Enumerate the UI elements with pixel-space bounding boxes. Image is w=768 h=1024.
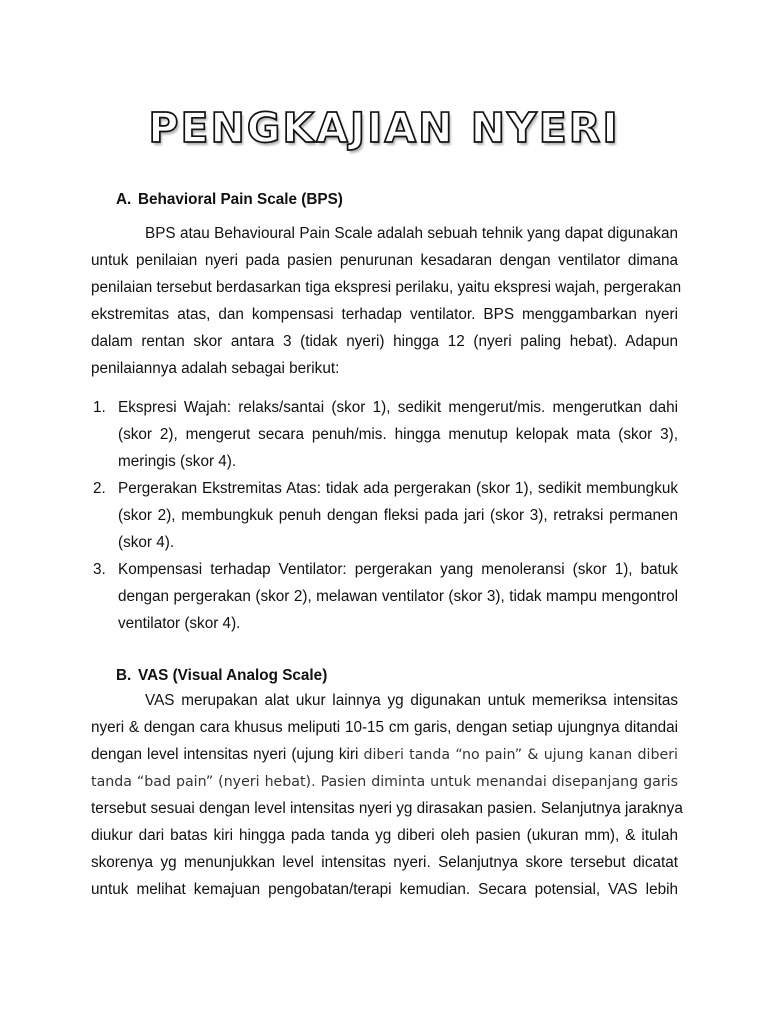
list-item-line: ventilator (skor 4). — [118, 615, 241, 632]
paragraph-line: tanda “bad pain” (nyeri hebat). Pasien diminta untuk menandai disepanjang garis — [91, 774, 678, 790]
paragraph-line: penilaian tersebut berdasarkan tiga ekspresi perilaku, yaitu ekspresi wajah, pergerakan — [91, 279, 682, 296]
section-b-letter: B. — [116, 667, 132, 684]
paragraph-line: skorenya yg menunjukkan level intensitas nyeri. Selanjutnya skore tersebut dicatat — [91, 854, 678, 871]
section-b-heading-text: VAS (Visual Analog Scale) — [138, 667, 328, 684]
paragraph-line: nyeri & dengan cara khusus meliputi 10-15 cm garis, dengan setiap ujungnya ditandai — [91, 719, 678, 736]
list-item-line: Pergerakan Ekstremitas Atas: tidak ada pergerakan (skor 1), sedikit membungkuk — [118, 480, 678, 497]
section-a-heading — [116, 191, 343, 209]
list-item-line: dengan pergerakan (skor 2), melawan ventilator (skor 3), tidak mampu mengontrol — [118, 588, 678, 605]
paragraph-line: ekstremitas atas, dan kompensasi terhadap ventilator. BPS menggambarkan nyeri — [91, 306, 678, 323]
section-a-letter: A. — [116, 191, 132, 208]
paragraph-line: VAS merupakan alat ukur lainnya yg digunakan untuk memeriksa intensitas — [145, 692, 678, 709]
section-a-heading-text: Behavioral Pain Scale (BPS) — [138, 191, 343, 208]
paragraph-line: penilaiannya adalah sebagai berikut: — [91, 360, 340, 377]
paragraph-fragment: dengan level intensitas nyeri (ujung kiri — [91, 746, 364, 763]
list-item-line: (skor 2), mengerut secara penuh/mis. hingga menutup kelopak mata (skor 3), — [118, 426, 678, 443]
page-title: PENGKAJIAN NYERI — [148, 104, 620, 152]
paragraph-line: dalam rentan skor antara 3 (tidak nyeri) hingga 12 (nyeri paling hebat). Adapun — [91, 333, 678, 350]
paragraph-fragment-light: diberi tanda “no pain” & ujung kanan diberi — [363, 747, 678, 763]
section-b-heading — [116, 667, 327, 685]
list-item-number: 2. — [93, 480, 106, 497]
paragraph-line — [91, 745, 678, 765]
list-item-line: Kompensasi terhadap Ventilator: pergerakan yang menoleransi (skor 1), batuk — [118, 561, 678, 578]
paragraph-line: BPS atau Behavioural Pain Scale adalah sebuah tehnik yang dapat digunakan — [145, 225, 678, 242]
paragraph-line: diukur dari batas kiri hingga pada tanda yg diberi oleh pasien (ukuran mm), & itulah — [91, 827, 678, 844]
paragraph-line: untuk melihat kemajuan pengobatan/terapi kemudian. Secara potensial, VAS lebih — [91, 881, 678, 898]
list-item-line: Ekspresi Wajah: relaks/santai (skor 1), sedikit mengerut/mis. mengerutkan dahi — [118, 399, 678, 416]
list-item-number: 1. — [93, 399, 106, 416]
list-item-line: meringis (skor 4). — [118, 453, 237, 470]
paragraph-line: untuk penilaian nyeri pada pasien penurunan kesadaran dengan ventilator dimana — [91, 252, 678, 269]
paragraph-line: tersebut sesuai dengan level intensitas nyeri yg dirasakan pasien. Selanjutnya jaraknya — [91, 800, 683, 817]
list-item-line: (skor 4). — [118, 534, 175, 551]
list-item-line: (skor 2), membungkuk penuh dengan fleksi pada jari (skor 3), retraksi permanen — [118, 507, 678, 524]
list-item-number: 3. — [93, 561, 106, 578]
